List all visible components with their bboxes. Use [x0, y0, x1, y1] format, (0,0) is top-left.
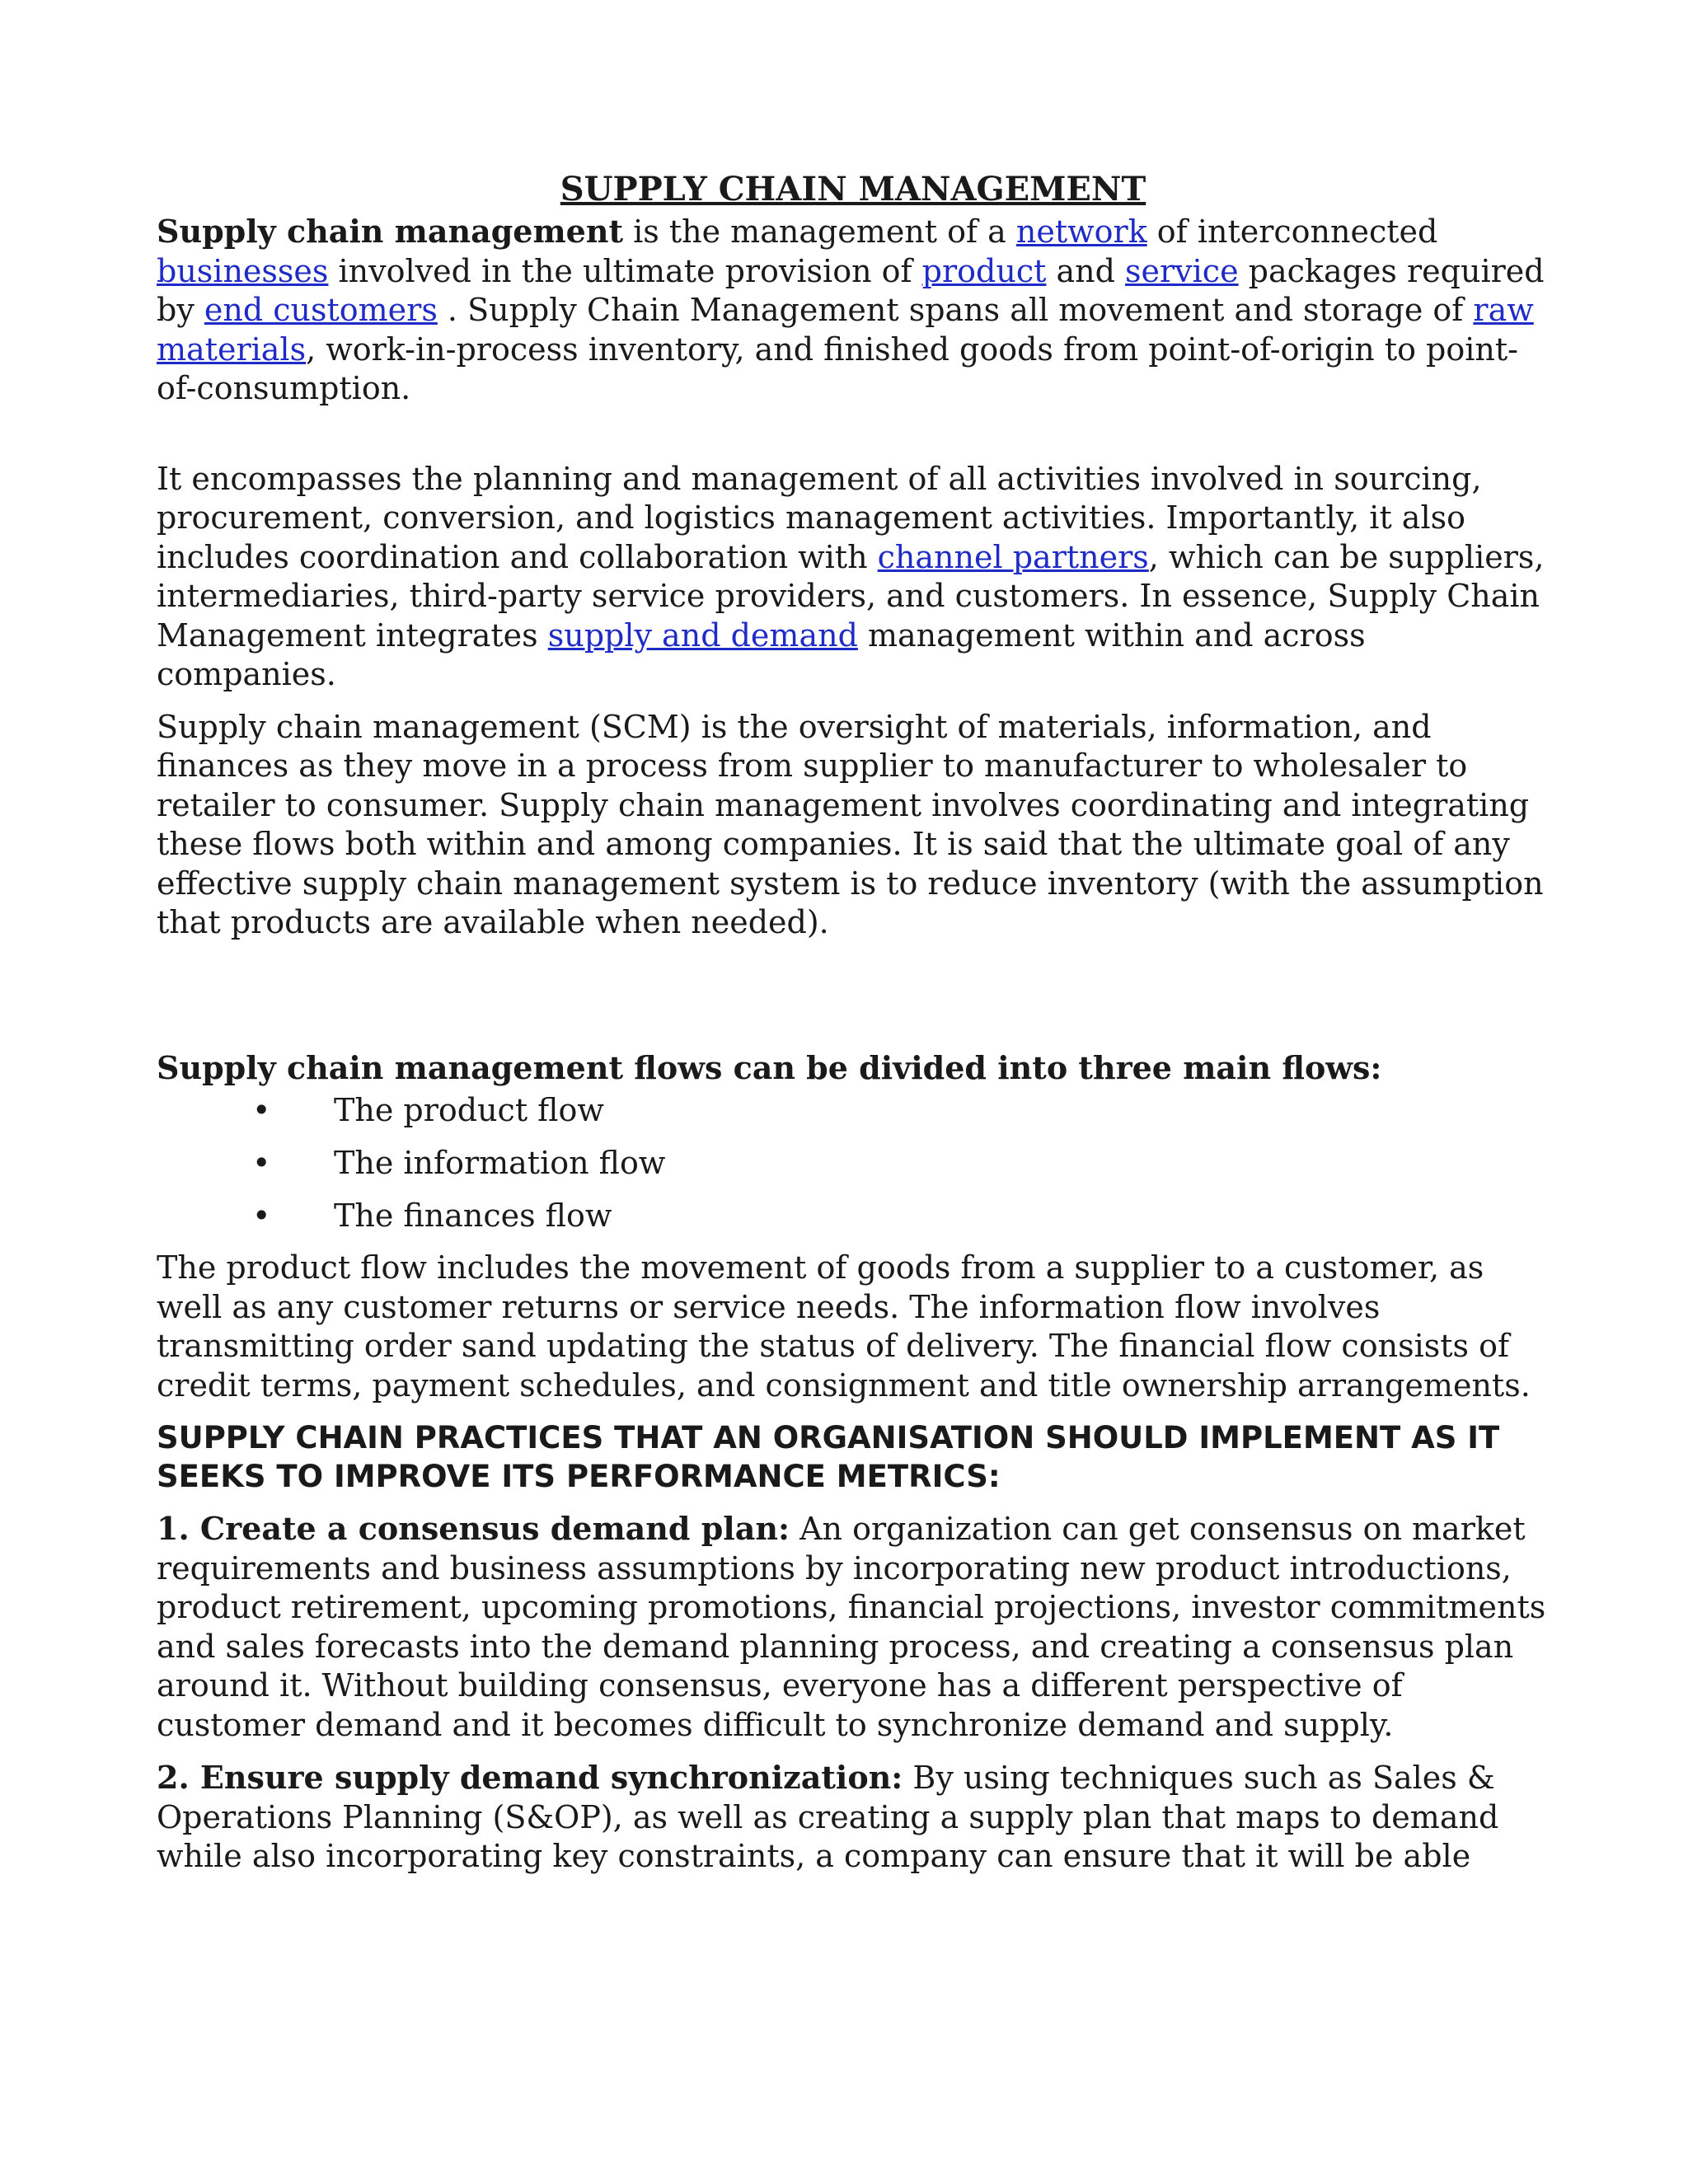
- list-item: • The product flow: [252, 1092, 604, 1128]
- practice-2-label: 2. Ensure supply demand synchronization:: [157, 1759, 903, 1796]
- bullet-icon: •: [252, 1145, 271, 1181]
- link-network[interactable]: network: [1015, 213, 1147, 250]
- intro-bold-lead: Supply chain management: [157, 213, 624, 250]
- flows-heading: Supply chain management flows can be divided into three main flows:: [157, 1048, 1382, 1086]
- flows-list: [157, 1091, 1550, 1235]
- practice-1-label: 1. Create a consensus demand plan:: [157, 1510, 790, 1547]
- flows-description-paragraph: The product flow includes the movement of goods from a supplier to a customer, as well as any customer returns or service needs. The information flow involves transmitting order sand updating the status of delivery. The financial flow consists of credit terms, payment schedules, and consignment and title ownership arrangements.: [157, 1249, 1531, 1404]
- bullet-icon: •: [252, 1197, 271, 1234]
- link-service[interactable]: service: [1125, 252, 1239, 289]
- bullet-icon: •: [252, 1092, 271, 1128]
- link-end-customers[interactable]: end customers: [204, 292, 438, 328]
- list-item: • The information flow: [252, 1145, 666, 1181]
- link-product[interactable]: product: [921, 252, 1047, 289]
- intro-paragraph: Supply chain management is the management of a network of interconnected businesses involved in the ultimate provision of product and service packages required by end customers . Supply Chain Management spans all movement and storage of raw materials, work-in-process inventory, and finished goods from point-of-origin to point-of-consumption.: [157, 213, 1545, 406]
- link-supply-and-demand[interactable]: supply and demand: [547, 616, 858, 654]
- page-title: SUPPLY CHAIN MANAGEMENT: [560, 170, 1146, 209]
- list-item: • The finances flow: [252, 1197, 612, 1234]
- link-businesses[interactable]: businesses: [157, 252, 329, 289]
- link-raw-materials[interactable]: raw materials: [157, 292, 1534, 368]
- scope-paragraph: It encompasses the planning and management of all activities involved in sourcing, procurement, conversion, and logistics management activities. Importantly, it also includes coordination and collaboration with channel partners, which can be suppliers, intermediaries, third-party service providers, and customers. In essence, Supply Chain Management integrates supply and demand management within and across companies.: [157, 460, 1545, 692]
- practices-heading: SUPPLY CHAIN PRACTICES THAT AN ORGANISATION SHOULD IMPLEMENT AS IT SEEKS TO IMPROVE ITS PERFORMANCE METRICS:: [157, 1420, 1500, 1494]
- document-page: [157, 169, 1550, 1877]
- practice-1-paragraph: 1. Create a consensus demand plan: An organization can get consensus on market requirements and business assumptions by incorporating new product introductions, product retirement, upcoming promotions, financial projections, investor commitments and sales forecasts into the demand planning process, and creating a consensus plan around it. Without building consensus, everyone has a different perspective of customer demand and it becomes difficult to synchronize demand and supply.: [157, 1510, 1546, 1743]
- link-channel-partners[interactable]: channel partners: [877, 538, 1149, 575]
- practice-2-paragraph: 2. Ensure supply demand synchronization: By using techniques such as Sales & Operations Planning (S&OP), as well as creating a supply plan that maps to demand while also incorporating key constraints, a company can ensure that it will be able: [157, 1759, 1499, 1874]
- scm-definition-paragraph: Supply chain management (SCM) is the oversight of materials, information, and finances as they move in a process from supplier to manufacturer to wholesaler to retailer to consumer. Supply chain management involves coordinating and integrating these flows both within and among companies. It is said that the ultimate goal of any effective supply chain management system is to reduce inventory (with the assumption that products are available when needed).: [157, 708, 1544, 940]
